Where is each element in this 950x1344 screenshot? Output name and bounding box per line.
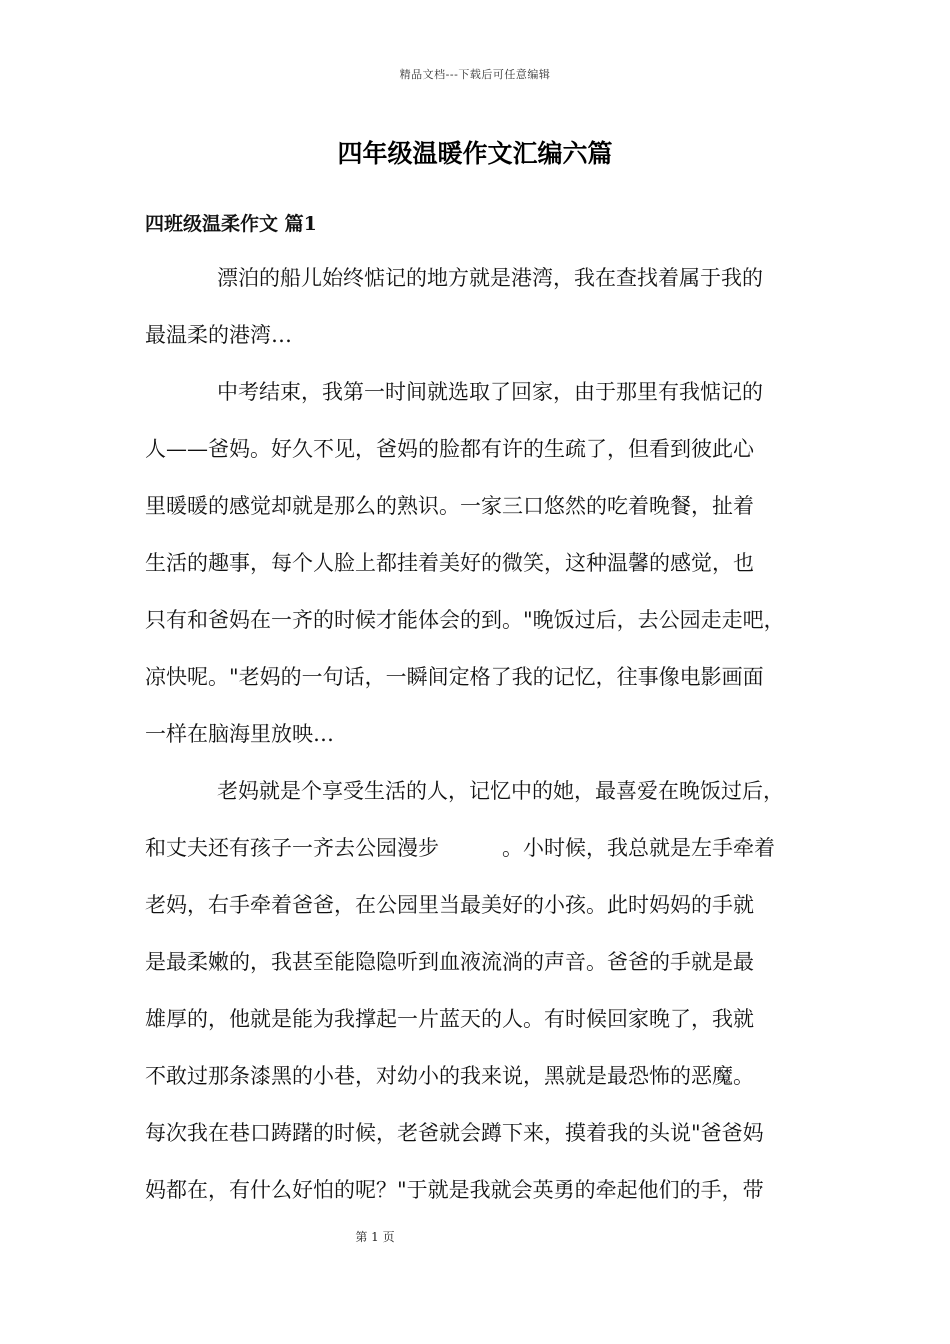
text-line: 和丈夫还有孩子一齐去公园漫步 。小时候，我总就是左手牵着 — [145, 836, 775, 860]
text-line: 里暖暖的感觉却就是那么的熟识。一家三口悠然的吃着晚餐，扯着 — [145, 494, 754, 518]
text-line: 中考结束，我第一时间就选取了回家，由于那里有我惦记的 — [217, 380, 763, 404]
text-line: 是最柔嫩的，我甚至能隐隐听到血液流淌的声音。爸爸的手就是最 — [145, 950, 754, 974]
text-line: 每次我在巷口踌躇的时候，老爸就会蹲下来，摸着我的头说"爸爸妈 — [145, 1121, 764, 1145]
section-title: 四班级温柔作文 篇1 — [145, 213, 317, 235]
text-line: 老妈，右手牵着爸爸，在公园里当最美好的小孩。此时妈妈的手就 — [145, 893, 754, 917]
text-line: 老妈就是个享受生活的人，记忆中的她，最喜爱在晚饭过后， — [217, 779, 784, 803]
text-line: 妈都在，有什么好怕的呢？"于就是我就会英勇的牵起他们的手，带 — [145, 1178, 764, 1202]
text-line: 一样在脑海里放映… — [145, 722, 334, 746]
text-line: 凉快呢。"老妈的一句话，一瞬间定格了我的记忆，往事像电影画面 — [145, 665, 764, 689]
page-header: 精品文档---下载后可任意编辑 — [399, 68, 551, 81]
text-line: 生活的趣事，每个人脸上都挂着美好的微笑，这种温馨的感觉，也 — [145, 551, 754, 575]
text-line: 人——爸妈。好久不见，爸妈的脸都有许的生疏了，但看到彼此心 — [145, 437, 754, 461]
text-line: 最温柔的港湾… — [145, 323, 292, 347]
text-line: 漂泊的船儿始终惦记的地方就是港湾，我在查找着属于我的 — [217, 266, 763, 290]
document-title: 四年级温暖作文汇编六篇 — [337, 139, 613, 168]
page-number: 第 1 页 — [355, 1230, 395, 1244]
text-line: 雄厚的，他就是能为我撑起一片蓝天的人。有时候回家晚了，我就 — [145, 1007, 754, 1031]
text-line: 不敢过那条漆黑的小巷，对幼小的我来说，黑就是最恐怖的恶魔。 — [145, 1064, 754, 1088]
text-line: 只有和爸妈在一齐的时候才能体会的到。"晚饭过后，去公园走走吧， — [145, 608, 785, 632]
